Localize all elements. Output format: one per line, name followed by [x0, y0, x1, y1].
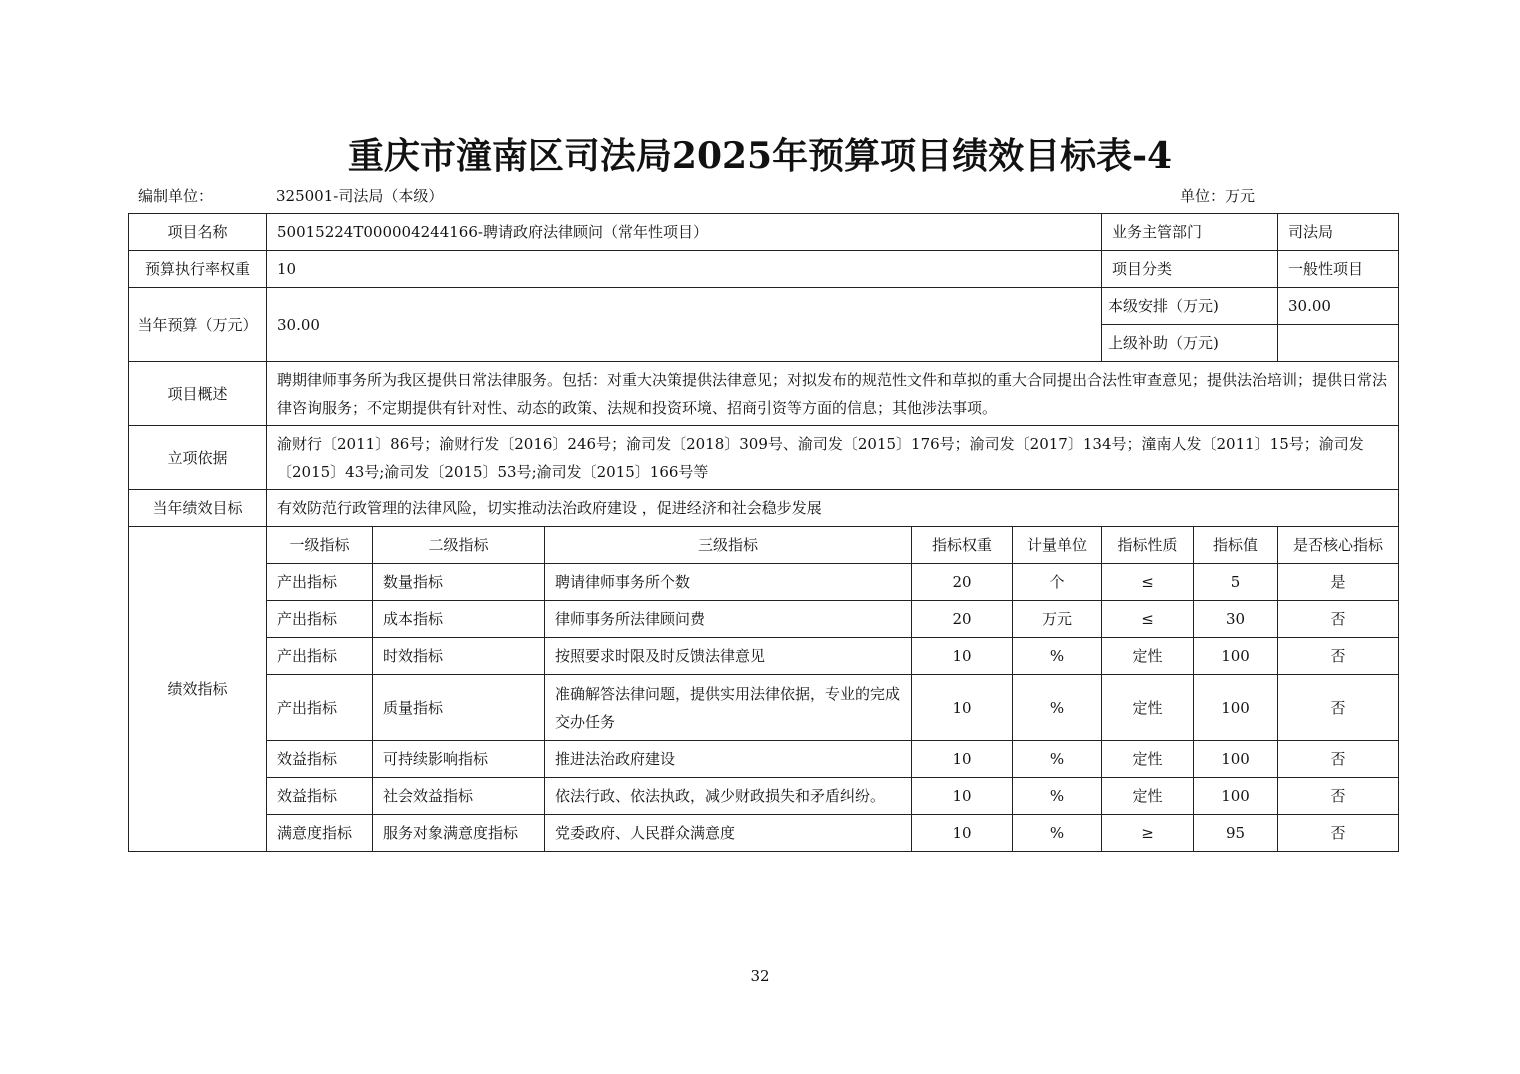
header-weight: 指标权重 [912, 527, 1013, 564]
indicator-nature: 定性 [1102, 675, 1194, 741]
indicator-nature: 定性 [1102, 638, 1194, 675]
indicator-level3: 党委政府、人民群众满意度 [545, 815, 912, 852]
indicator-level1: 效益指标 [267, 741, 373, 778]
page-title: 重庆市潼南区司法局2025年预算项目绩效目标表-4 [347, 135, 1173, 177]
category-value: 一般性项目 [1278, 251, 1399, 288]
project-name-value: 50015224T000004244166-聘请政府法律顾问（常年性项目） [267, 214, 1102, 251]
indicator-row [129, 778, 1399, 815]
basis-text: 渝财行〔2011〕86号；渝财行发〔2016〕246号；渝司发〔2018〕309号、渝司发〔2015〕176号；渝司发〔2017〕134号；潼南人发〔2011〕15号；渝司发〔2015〕43号;渝司发〔2015〕53号;渝司发〔2015〕166号等 [267, 426, 1399, 490]
indicator-weight: 20 [912, 601, 1013, 638]
indicator-level3: 聘请律师事务所个数 [545, 564, 912, 601]
indicator-level2: 质量指标 [373, 675, 545, 741]
page-number: 32 [750, 967, 770, 985]
indicator-unit: % [1013, 638, 1102, 675]
project-name-label: 项目名称 [129, 214, 267, 251]
indicator-value: 100 [1194, 638, 1278, 675]
indicator-weight: 20 [912, 564, 1013, 601]
overview-text: 聘期律师事务所为我区提供日常法律服务。包括：对重大决策提供法律意见；对拟发布的规范性文件和草拟的重大合同提出合法性审查意见；提供法治培训；提供日常法律咨询服务；不定期提供有针对性、动态的政策、法规和投资环境、招商引资等方面的信息；其他涉法事项。 [267, 362, 1399, 426]
indicator-level1: 产出指标 [267, 675, 373, 741]
indicator-nature: ≥ [1102, 815, 1194, 852]
currency-unit: 单位：万元 [1180, 187, 1256, 205]
indicator-value: 100 [1194, 778, 1278, 815]
indicator-unit: 万元 [1013, 601, 1102, 638]
indicator-core: 否 [1278, 601, 1399, 638]
indicator-core: 否 [1278, 638, 1399, 675]
indicator-level3: 依法行政、依法执政，减少财政损失和矛盾纠纷。 [545, 778, 912, 815]
header-level1: 一级指标 [267, 527, 373, 564]
indicator-nature: 定性 [1102, 778, 1194, 815]
indicator-level1: 产出指标 [267, 564, 373, 601]
indicator-weight: 10 [912, 638, 1013, 675]
indicator-nature: ≤ [1102, 564, 1194, 601]
budget-value: 30.00 [267, 288, 1102, 362]
indicator-value: 5 [1194, 564, 1278, 601]
header-level2: 二级指标 [373, 527, 545, 564]
indicator-value: 100 [1194, 741, 1278, 778]
indicator-row [129, 675, 1399, 741]
weight-label: 预算执行率权重 [129, 251, 267, 288]
indicator-weight: 10 [912, 815, 1013, 852]
indicator-core: 否 [1278, 778, 1399, 815]
indicator-weight: 10 [912, 741, 1013, 778]
header-level3: 三级指标 [545, 527, 912, 564]
category-label: 项目分类 [1102, 251, 1278, 288]
header-unit: 计量单位 [1013, 527, 1102, 564]
indicator-level2: 服务对象满意度指标 [373, 815, 545, 852]
indicator-level2: 社会效益指标 [373, 778, 545, 815]
indicator-core: 否 [1278, 741, 1399, 778]
indicator-level2: 成本指标 [373, 601, 545, 638]
unit-value: 325001-司法局（本级） [276, 187, 444, 205]
indicator-weight: 10 [912, 675, 1013, 741]
header-nature: 指标性质 [1102, 527, 1194, 564]
indicator-level3: 律师事务所法律顾问费 [545, 601, 912, 638]
indicator-unit: % [1013, 815, 1102, 852]
subsidy-value [1278, 325, 1399, 362]
indicator-level2: 可持续影响指标 [373, 741, 545, 778]
local-budget-value: 30.00 [1278, 288, 1399, 325]
indicator-nature: 定性 [1102, 741, 1194, 778]
header-value: 指标值 [1194, 527, 1278, 564]
indicator-value: 30 [1194, 601, 1278, 638]
indicator-row [129, 741, 1399, 778]
budget-label: 当年预算（万元） [129, 288, 267, 362]
indicator-level3: 准确解答法律问题，提供实用法律依据，专业的完成交办任务 [545, 675, 912, 741]
goal-text: 有效防范行政管理的法律风险，切实推动法治政府建设 ，促进经济和社会稳步发展 [267, 490, 1399, 527]
performance-table [128, 213, 1399, 852]
dept-label: 业务主管部门 [1102, 214, 1278, 251]
indicator-level1: 产出指标 [267, 638, 373, 675]
indicator-unit: % [1013, 741, 1102, 778]
indicator-row [129, 815, 1399, 852]
dept-value: 司法局 [1278, 214, 1399, 251]
basis-label: 立项依据 [129, 426, 267, 490]
subsidy-label: 上级补助（万元) [1102, 325, 1278, 362]
overview-label: 项目概述 [129, 362, 267, 426]
indicator-level3: 按照要求时限及时反馈法律意见 [545, 638, 912, 675]
indicator-core: 否 [1278, 815, 1399, 852]
weight-value: 10 [267, 251, 1102, 288]
local-budget-label: 本级安排（万元) [1102, 288, 1278, 325]
indicator-unit: % [1013, 675, 1102, 741]
indicator-row [129, 638, 1399, 675]
indicator-level1: 效益指标 [267, 778, 373, 815]
indicator-level1: 满意度指标 [267, 815, 373, 852]
indicator-level2: 数量指标 [373, 564, 545, 601]
goal-label: 当年绩效目标 [129, 490, 267, 527]
indicator-value: 95 [1194, 815, 1278, 852]
indicator-core: 否 [1278, 675, 1399, 741]
indicator-nature: ≤ [1102, 601, 1194, 638]
indicator-unit: 个 [1013, 564, 1102, 601]
indicator-core: 是 [1278, 564, 1399, 601]
header-core: 是否核心指标 [1278, 527, 1399, 564]
indicator-row [129, 564, 1399, 601]
indicators-section-label: 绩效指标 [129, 527, 267, 852]
indicator-level3: 推进法治政府建设 [545, 741, 912, 778]
unit-label: 编制单位： [138, 187, 214, 205]
indicator-weight: 10 [912, 778, 1013, 815]
indicator-row [129, 601, 1399, 638]
indicator-level1: 产出指标 [267, 601, 373, 638]
indicator-value: 100 [1194, 675, 1278, 741]
indicator-level2: 时效指标 [373, 638, 545, 675]
indicator-unit: % [1013, 778, 1102, 815]
